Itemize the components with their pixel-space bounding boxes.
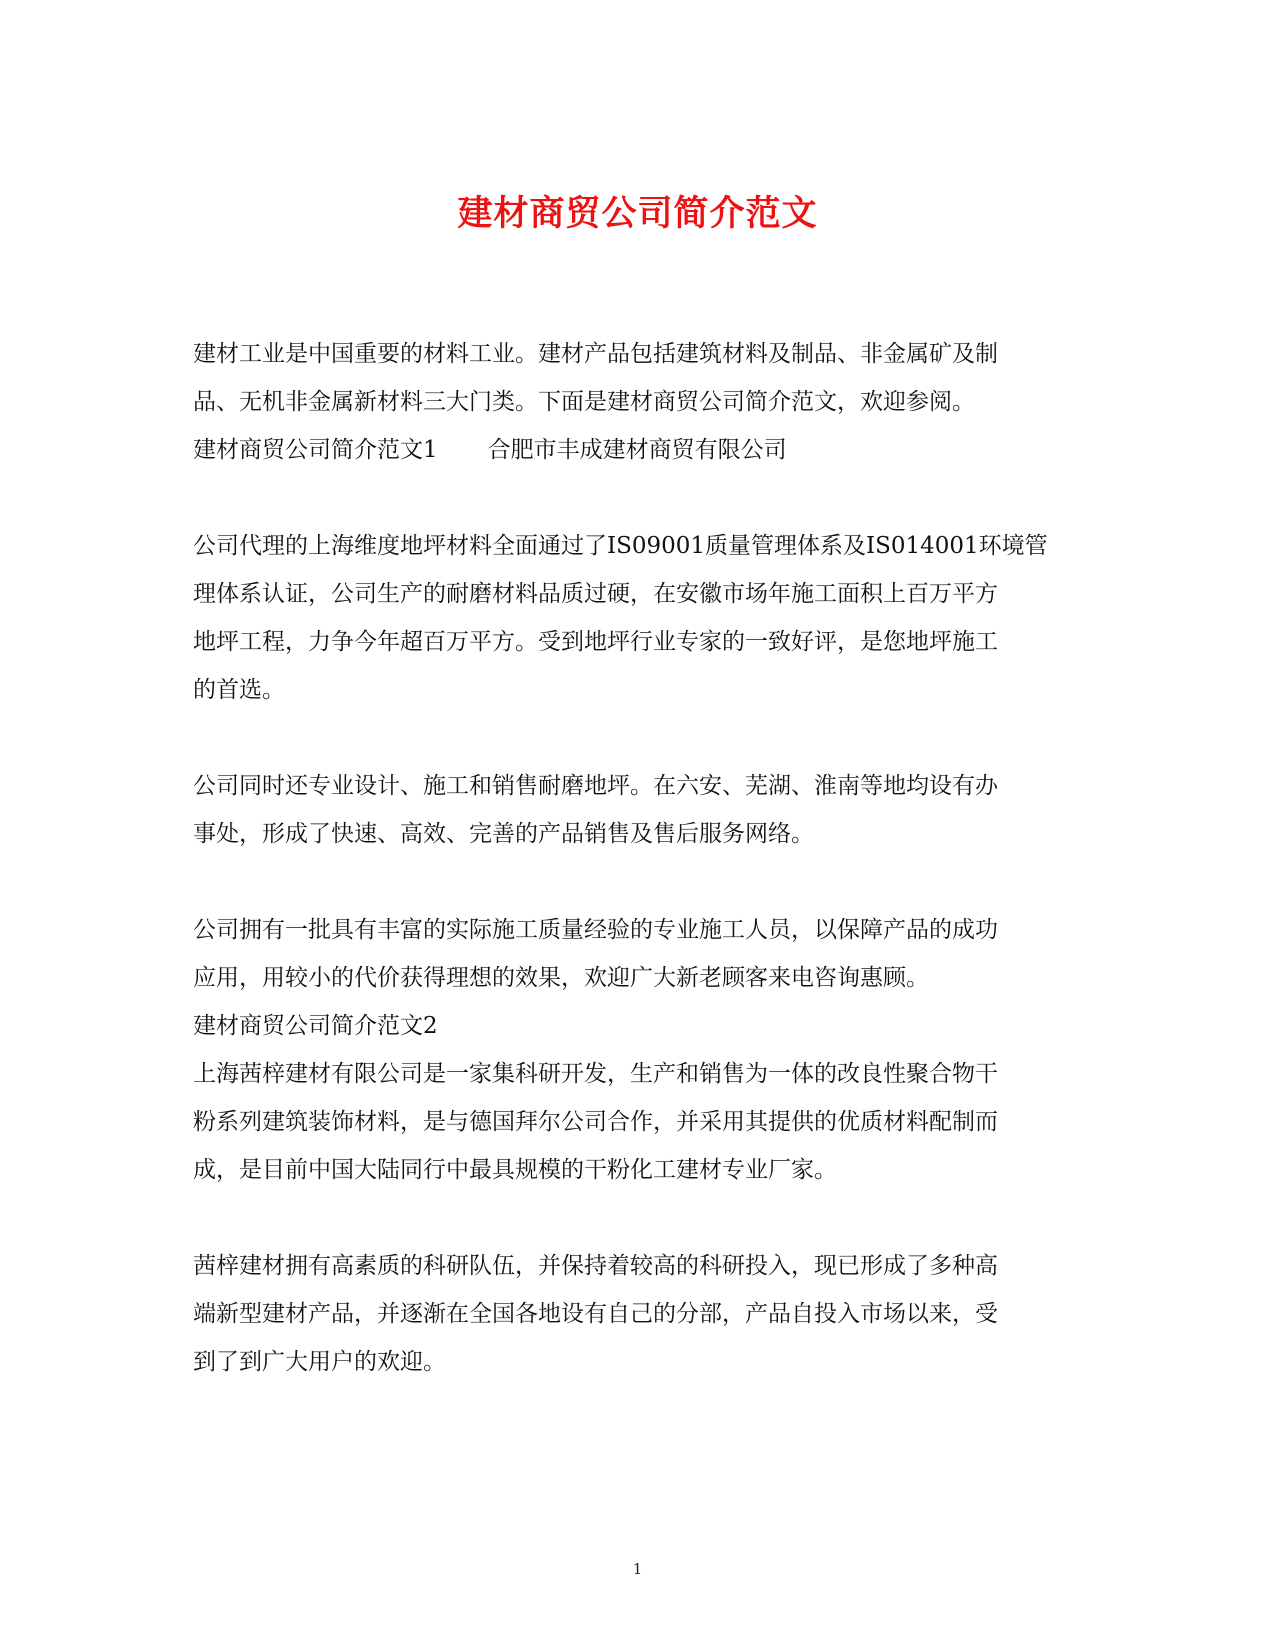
section-heading-1 — [193, 426, 1083, 474]
section-heading-2: 建材商贸公司简介范文2 — [193, 1013, 438, 1039]
document-body — [193, 330, 1083, 1386]
paragraph-line: 公司拥有一批具有丰富的实际施工质量经验的专业施工人员，以保障产品的成功 — [193, 917, 998, 943]
section-company-name: 合肥市丰成建材商贸有限公司 — [487, 437, 787, 463]
paragraph-line: 的首选。 — [193, 677, 285, 703]
intro-line: 品、无机非金属新材料三大门类。下面是建材商贸公司简介范文，欢迎参阅。 — [193, 389, 975, 415]
paragraph-line: 公司同时还专业设计、施工和销售耐磨地坪。在六安、芜湖、淮南等地均设有办 — [193, 773, 998, 799]
paragraph-line: 上海茜梓建材有限公司是一家集科研开发，生产和销售为一体的改良性聚合物干 — [193, 1061, 998, 1087]
paragraph-gap — [193, 1194, 1083, 1242]
paragraph-line: 粉系列建筑装饰材料，是与德国拜尔公司合作，并采用其提供的优质材料配制而 — [193, 1109, 998, 1135]
section-heading-label: 建材商贸公司简介范文1 — [193, 437, 438, 463]
paragraph-line: 地坪工程，力争今年超百万平方。受到地坪行业专家的一致好评，是您地坪施工 — [193, 629, 998, 655]
paragraph-line: 事处，形成了快速、高效、完善的产品销售及售后服务网络。 — [193, 821, 814, 847]
document-title: 建材商贸公司简介范文 — [457, 193, 818, 235]
page-number: 1 — [632, 1560, 643, 1578]
paragraph-line: 茜梓建材拥有高素质的科研队伍，并保持着较高的科研投入，现已形成了多种高 — [193, 1253, 998, 1279]
paragraph-gap — [193, 858, 1083, 906]
intro-line: 建材工业是中国重要的材料工业。建材产品包括建筑材料及制品、非金属矿及制 — [193, 341, 998, 367]
paragraph-line: 公司代理的上海维度地坪材料全面通过了IS09001质量管理体系及IS014001环境管 — [193, 533, 1048, 559]
paragraph-line: 理体系认证，公司生产的耐磨材料品质过硬，在安徽市场年施工面积上百万平方 — [193, 581, 998, 607]
paragraph-gap — [193, 474, 1083, 522]
paragraph-line: 应用，用较小的代价获得理想的效果，欢迎广大新老顾客来电咨询惠顾。 — [193, 965, 929, 991]
paragraph-line: 成，是目前中国大陆同行中最具规模的干粉化工建材专业厂家。 — [193, 1157, 837, 1183]
paragraph-line: 到了到广大用户的欢迎。 — [193, 1349, 446, 1375]
paragraph-gap — [193, 714, 1083, 762]
paragraph-line: 端新型建材产品，并逐渐在全国各地设有自己的分部，产品自投入市场以来，受 — [193, 1301, 998, 1327]
